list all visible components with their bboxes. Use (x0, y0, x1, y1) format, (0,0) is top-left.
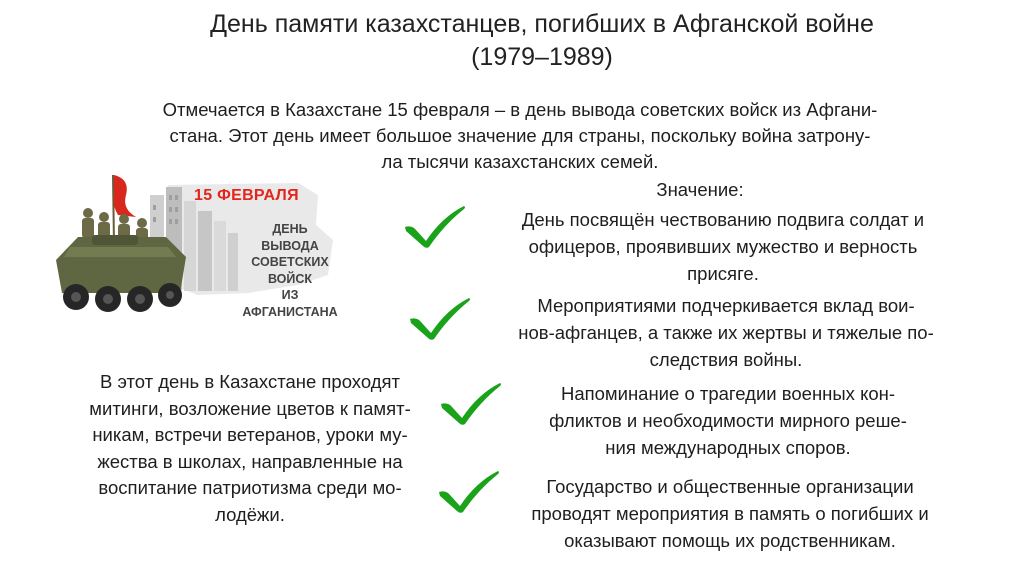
figure-caption (234, 221, 346, 320)
figure-caption-line-4: ИЗ АФГАНИСТАНА (242, 288, 338, 319)
meaning-item-1 (468, 206, 978, 287)
intro-line-1: Отмечается в Казахстане 15 февраля – в день вывода советских войск из Афгани- (162, 99, 878, 120)
meaning-heading: Значение: (656, 179, 744, 200)
meaning-item-3 (498, 380, 958, 461)
meaning-item-4-line-3: оказывают помощь их родственникам. (564, 530, 896, 551)
checkmark-icon (438, 380, 504, 426)
intro-paragraph (80, 97, 960, 175)
figure-caption-line-3: СОВЕТСКИХ ВОЙСК (251, 255, 329, 286)
events-line-4: жества в школах, направленные на (97, 450, 403, 472)
withdrawal-illustration (48, 165, 348, 340)
meaning-item-4-line-2: проводят мероприятия в память о погибших и (531, 503, 929, 524)
title-line-1: День памяти казахстанцев, погибших в Афганской войне (210, 10, 874, 38)
meaning-item-2-line-3: следствия войны. (649, 349, 803, 370)
events-line-1: В этот день в Казахстане проходят (99, 371, 401, 392)
events-line-3: никам, встречи ветеранов, уроки му- (92, 424, 408, 445)
meaning-item-3-line-3: ния международных споров. (605, 437, 851, 458)
meaning-item-1-line-1: День посвящён чествованию подвига солдат и (521, 209, 925, 230)
meaning-item-3-line-1: Напоминание о трагедии военных кон- (560, 383, 896, 404)
figure-caption-line-2: ВЫВОДА (261, 238, 319, 253)
events-line-2: митинги, возложение цветов к памят- (89, 397, 411, 419)
figure-caption-line-1: ДЕНЬ (272, 222, 308, 236)
events-paragraph (30, 369, 470, 528)
intro-line-2: стана. Этот день имеет большое значение для страны, поскольку война затрону- (169, 125, 871, 146)
checkmark-icon (402, 203, 468, 249)
page-title (0, 8, 1024, 74)
checkmark-icon (407, 295, 473, 341)
meaning-item-4-line-1: Государство и общественные организации (546, 476, 914, 497)
intro-line-3: ла тысячи казахстанских семей. (381, 151, 659, 172)
events-line-6: лодёжи. (215, 503, 285, 525)
title-line-2: (1979–1989) (471, 43, 613, 71)
meaning-item-2 (476, 292, 976, 373)
meaning-item-3-line-2: фликтов и необходимости мирного реше- (549, 410, 907, 431)
meaning-item-1-line-2: офицеров, проявивших мужество и верность (528, 236, 918, 257)
meaning-item-1-line-3: присяге. (687, 263, 759, 284)
events-line-5: воспитание патриотизма среди мо- (98, 477, 402, 498)
meaning-item-4 (490, 473, 970, 554)
figure-date: 15 ФЕВРАЛЯ (194, 187, 299, 204)
meaning-item-2-line-2: нов-афганцев, а также их жертвы и тяжелые по- (518, 322, 934, 343)
meaning-item-2-line-1: Мероприятиями подчеркивается вклад вои- (537, 295, 915, 316)
